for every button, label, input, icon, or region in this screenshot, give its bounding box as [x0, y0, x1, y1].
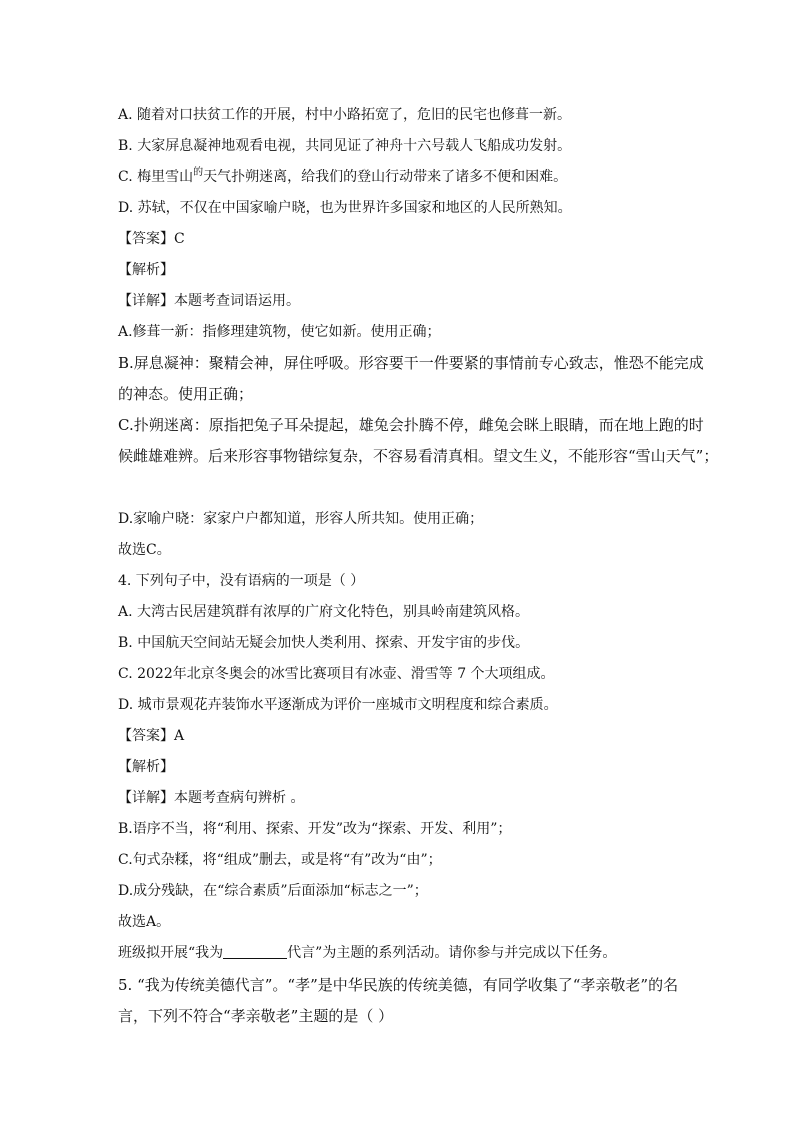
q3-conclusion: 故选C。 — [118, 542, 171, 558]
q4-detail-d: D.成分残缺，在“综合素质”后面添加“标志之一”； — [118, 883, 428, 899]
q5-stem-line1: 5. “我为传统美德代言”。“孝”是中华民族的传统美德，有同学收集了“孝亲敬老”的名 — [118, 976, 679, 994]
q3-detail-heading: 【详解】本题考查词语运用。 — [118, 293, 300, 309]
q3-option-c-de: 的 — [193, 167, 204, 178]
q3-option-c-post: 天气扑朔迷离，给我们的登山行动带来了诸多不便和困难。 — [203, 169, 568, 185]
activity-intro — [118, 944, 698, 962]
q4-analysis-heading: 【解析】 — [118, 759, 174, 775]
q3-option-b: B. 大家屏息凝神地观看电视，共同见证了神舟十六号载人飞船成功发射。 — [118, 138, 572, 154]
activity-intro-post: 代言”为主题的系列活动。请你参与并完成以下任务。 — [287, 945, 617, 961]
q3-option-a: A. 随着对口扶贫工作的开展，村中小路拓宽了，危旧的民宅也修葺一新。 — [118, 107, 572, 123]
q4-option-d: D. 城市景观花卉装饰水平逐渐成为评价一座城市文明程度和综合素质。 — [118, 697, 558, 713]
q4-detail-b: B.语序不当，将“利用、探索、开发”改为“探索、开发、利用”； — [118, 821, 512, 837]
q4-option-c: C. 2022年北京冬奥会的冰雪比赛项目有冰壶、滑雪等 7 个大项组成。 — [118, 666, 555, 682]
q4-detail-heading: 【详解】本题考查病句辨析 。 — [118, 790, 305, 806]
q3-detail-a: A.修葺一新：指修理建筑物，使它如新。使用正确； — [118, 324, 441, 340]
q3-detail-c-line2: 候雌雄难辨。后来形容事物错综复杂，不容易看清真相。望文生义，不能形容“雪山天气”； — [118, 447, 719, 465]
q4-answer: 【答案】A — [118, 728, 185, 744]
q4-conclusion: 故选A。 — [118, 914, 171, 930]
q3-option-d: D. 苏轼，不仅在中国家喻户晓，也为世界许多国家和地区的人民所熟知。 — [118, 200, 572, 216]
q3-option-c — [118, 168, 698, 188]
q3-option-c-pre: C. 梅里雪山 — [118, 169, 194, 185]
q4-detail-c: C.句式杂糅，将“组成”删去，或是将“有”改为“由”； — [118, 852, 442, 868]
q3-answer: 【答案】C — [118, 231, 185, 247]
q4-option-b: B. 中国航天空间站无疑会加快人类利用、探索、开发宇宙的步伐。 — [118, 635, 530, 651]
q3-detail-c-line1: C.扑朔迷离：原指把兔子耳朵提起，雄兔会扑腾不停，雌兔会眯上眼睛，而在地上跑的时 — [118, 416, 704, 434]
activity-intro-pre: 班级拟开展“我为 — [118, 945, 224, 961]
q3-detail-d: D.家喻户晓：家家户户都知道，形容人所共知。使用正确； — [118, 511, 484, 527]
q5-stem-line2: 言，下列不符合“孝亲敬老”主题的是（ ） — [118, 1007, 394, 1025]
q3-analysis-heading: 【解析】 — [118, 262, 174, 278]
q4-stem: 4. 下列句子中，没有语病的一项是（ ） — [118, 573, 365, 589]
q3-detail-b-line1: B.屏息凝神：聚精会神，屏住呼吸。形容要干一件要紧的事情前专心致志，惟恐不能完成 — [118, 354, 704, 372]
q3-detail-b-line2: 的神态。使用正确； — [118, 385, 254, 403]
activity-blank — [223, 944, 287, 959]
q4-option-a: A. 大湾古民居建筑群有浓厚的广府文化特色，别具岭南建筑风格。 — [118, 604, 530, 620]
